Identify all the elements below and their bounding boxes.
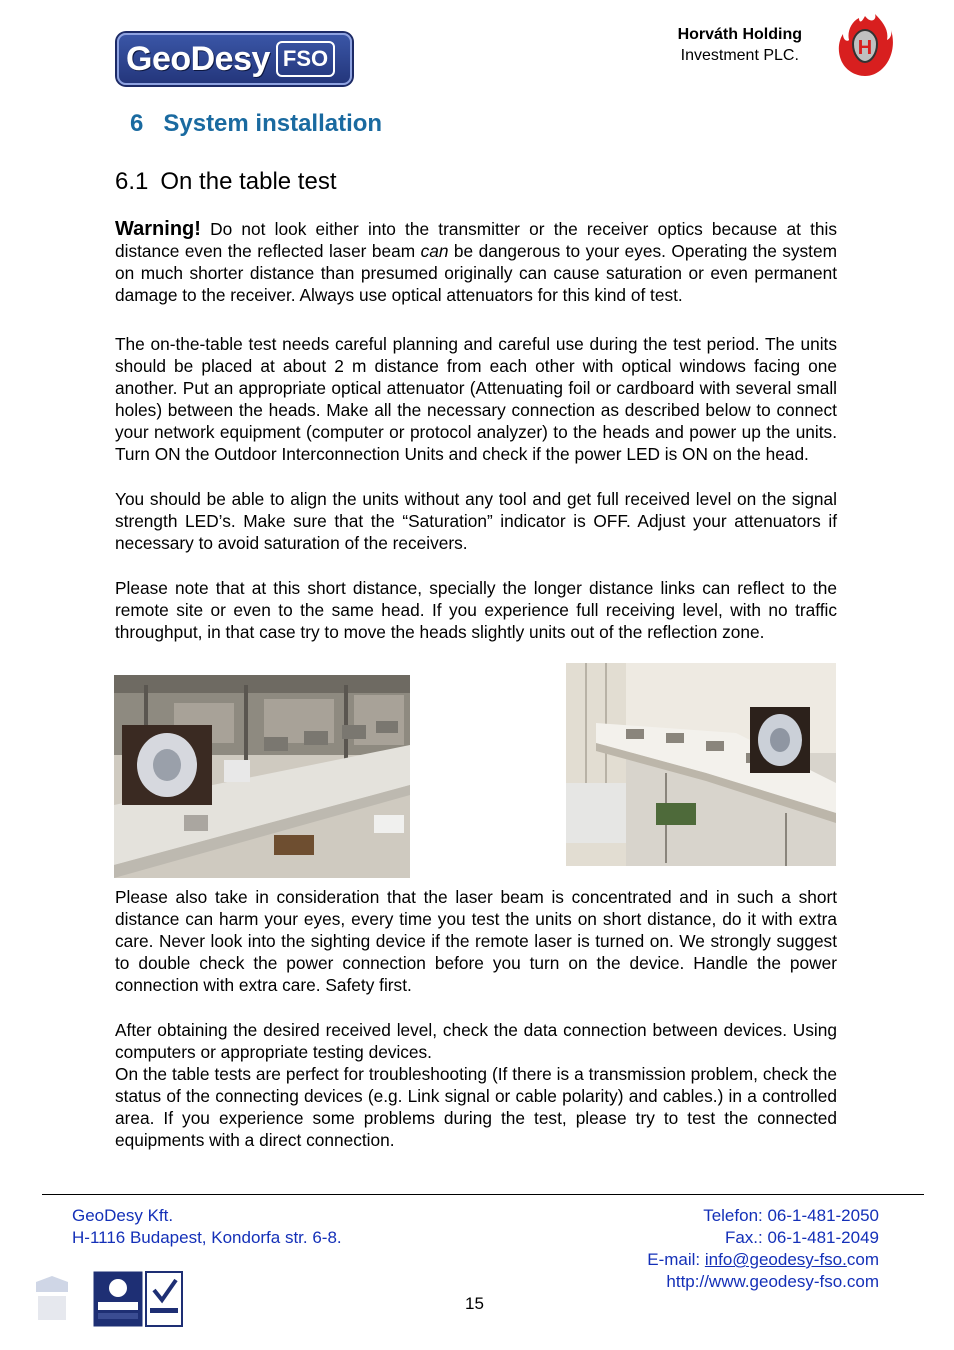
page-number: 15: [465, 1294, 484, 1313]
subsection-number: 6.1: [115, 168, 149, 195]
footer-website[interactable]: http://www.geodesy-fso.com: [666, 1272, 879, 1291]
footer-email: [647, 1249, 879, 1271]
section-number: 6: [130, 110, 144, 137]
warning-text-b: be dangerous to your eyes. Operating the system on much shorter distance than presumed originally can cause saturation or even permanent damage to the receiver. Always use optical attenuators for this kind of test.: [115, 241, 837, 306]
company-line1: Horváth Holding: [677, 26, 802, 43]
footer-email-tail: com: [846, 1250, 879, 1269]
warning-text-a: Do not look either into the transmitter or the receiver optics because at this distance even the reflected laser beam: [115, 219, 837, 262]
horvath-holding-logo: [837, 14, 893, 78]
warning-label: Warning!: [115, 218, 201, 240]
footer-phone: Telefon: 06-1-481-2050: [703, 1206, 879, 1225]
paragraph-safety: Please also take in consideration that the laser beam is concentrated and in such a short distance can harm your eyes, every time you test the units on short distance, do it with extra care. Never look into the sighting device if the remote laser is turned on. We strongly suggest to double check the power connection before you turn on the device. Handle the power connection with extra care. Safety first.: [115, 887, 837, 996]
paragraph-troubleshooting: On the table tests are perfect for troubleshooting (If there is a transmission problem, check the status of the connecting devices (e.g. Link signal or cable polarity) and cables.) in a controlled area. If you experience some problems during the test, please try to test the connected equipments with a direct connection.: [115, 1064, 837, 1151]
section-heading: [130, 110, 382, 138]
paragraph-data-connection: After obtaining the desired received level, check the data connection between devices. Using computers or appropriate testing devices.: [115, 1020, 837, 1063]
h-logo-letter: H: [857, 37, 873, 59]
geodesy-fso-logo: [117, 33, 352, 85]
footer-email-link[interactable]: info@geodesy-fso.: [704, 1250, 847, 1269]
iso-9001-icon: [94, 1272, 142, 1326]
logo-main-text: GeoDesy: [126, 39, 270, 78]
lab-photo-left: [114, 675, 410, 878]
footer-divider: [42, 1194, 924, 1195]
warning-emphasis: can: [420, 241, 449, 262]
company-line2: Investment PLC.: [680, 47, 799, 64]
footer-left: [72, 1205, 342, 1249]
logo-box-text: FSO: [276, 41, 335, 77]
section-title: System installation: [163, 110, 383, 137]
lab-photo-right: [566, 663, 836, 866]
ukas-icon: [146, 1272, 182, 1326]
footer-company: GeoDesy Kft.: [72, 1206, 174, 1225]
paragraph-reflection: Please note that at this short distance, specially the longer distance links can reflect to the remote site or even to the same head. If you experience full receiving level, with no traffic throughput, in that case try to move the heads slightly units out of the reflection zone.: [115, 578, 837, 643]
footer-right: [647, 1205, 879, 1293]
paragraph-align: You should be able to align the units without any tool and get full received level on the signal strength LED’s. Make sure that the “Saturation” indicator is OFF. Adjust your attenuators if necessary to avoid saturation of the receivers.: [115, 489, 837, 554]
paragraph-setup: The on-the-table test needs careful planning and careful use during the test period. The units should be placed at about 2 m distance from each other with optical windows facing one another. Put an appropriate optical attenuator (Attenuating foil or cardboard with several small holes) between the heads. Make all the necessary connection as described below to connect your network equipment (computer or protocol analyzer) to the heads and power up the units. Turn ON the Outdoor Interconnection Units and check if the power LED is ON on the head.: [115, 334, 837, 465]
footer-fax: Fax.: 06-1-481-2049: [724, 1228, 879, 1247]
company-name: [678, 24, 802, 66]
footer-email-label: E-mail:: [647, 1250, 705, 1269]
iso-certification-logo: [28, 1268, 188, 1330]
first-hungarian-cert-icon: [28, 1276, 90, 1326]
subsection-title: On the table test: [160, 168, 337, 195]
warning-paragraph: [115, 218, 837, 306]
footer-address: H-1116 Budapest, Kondorfa str. 6-8.: [72, 1228, 342, 1247]
subsection-heading: [115, 168, 336, 196]
